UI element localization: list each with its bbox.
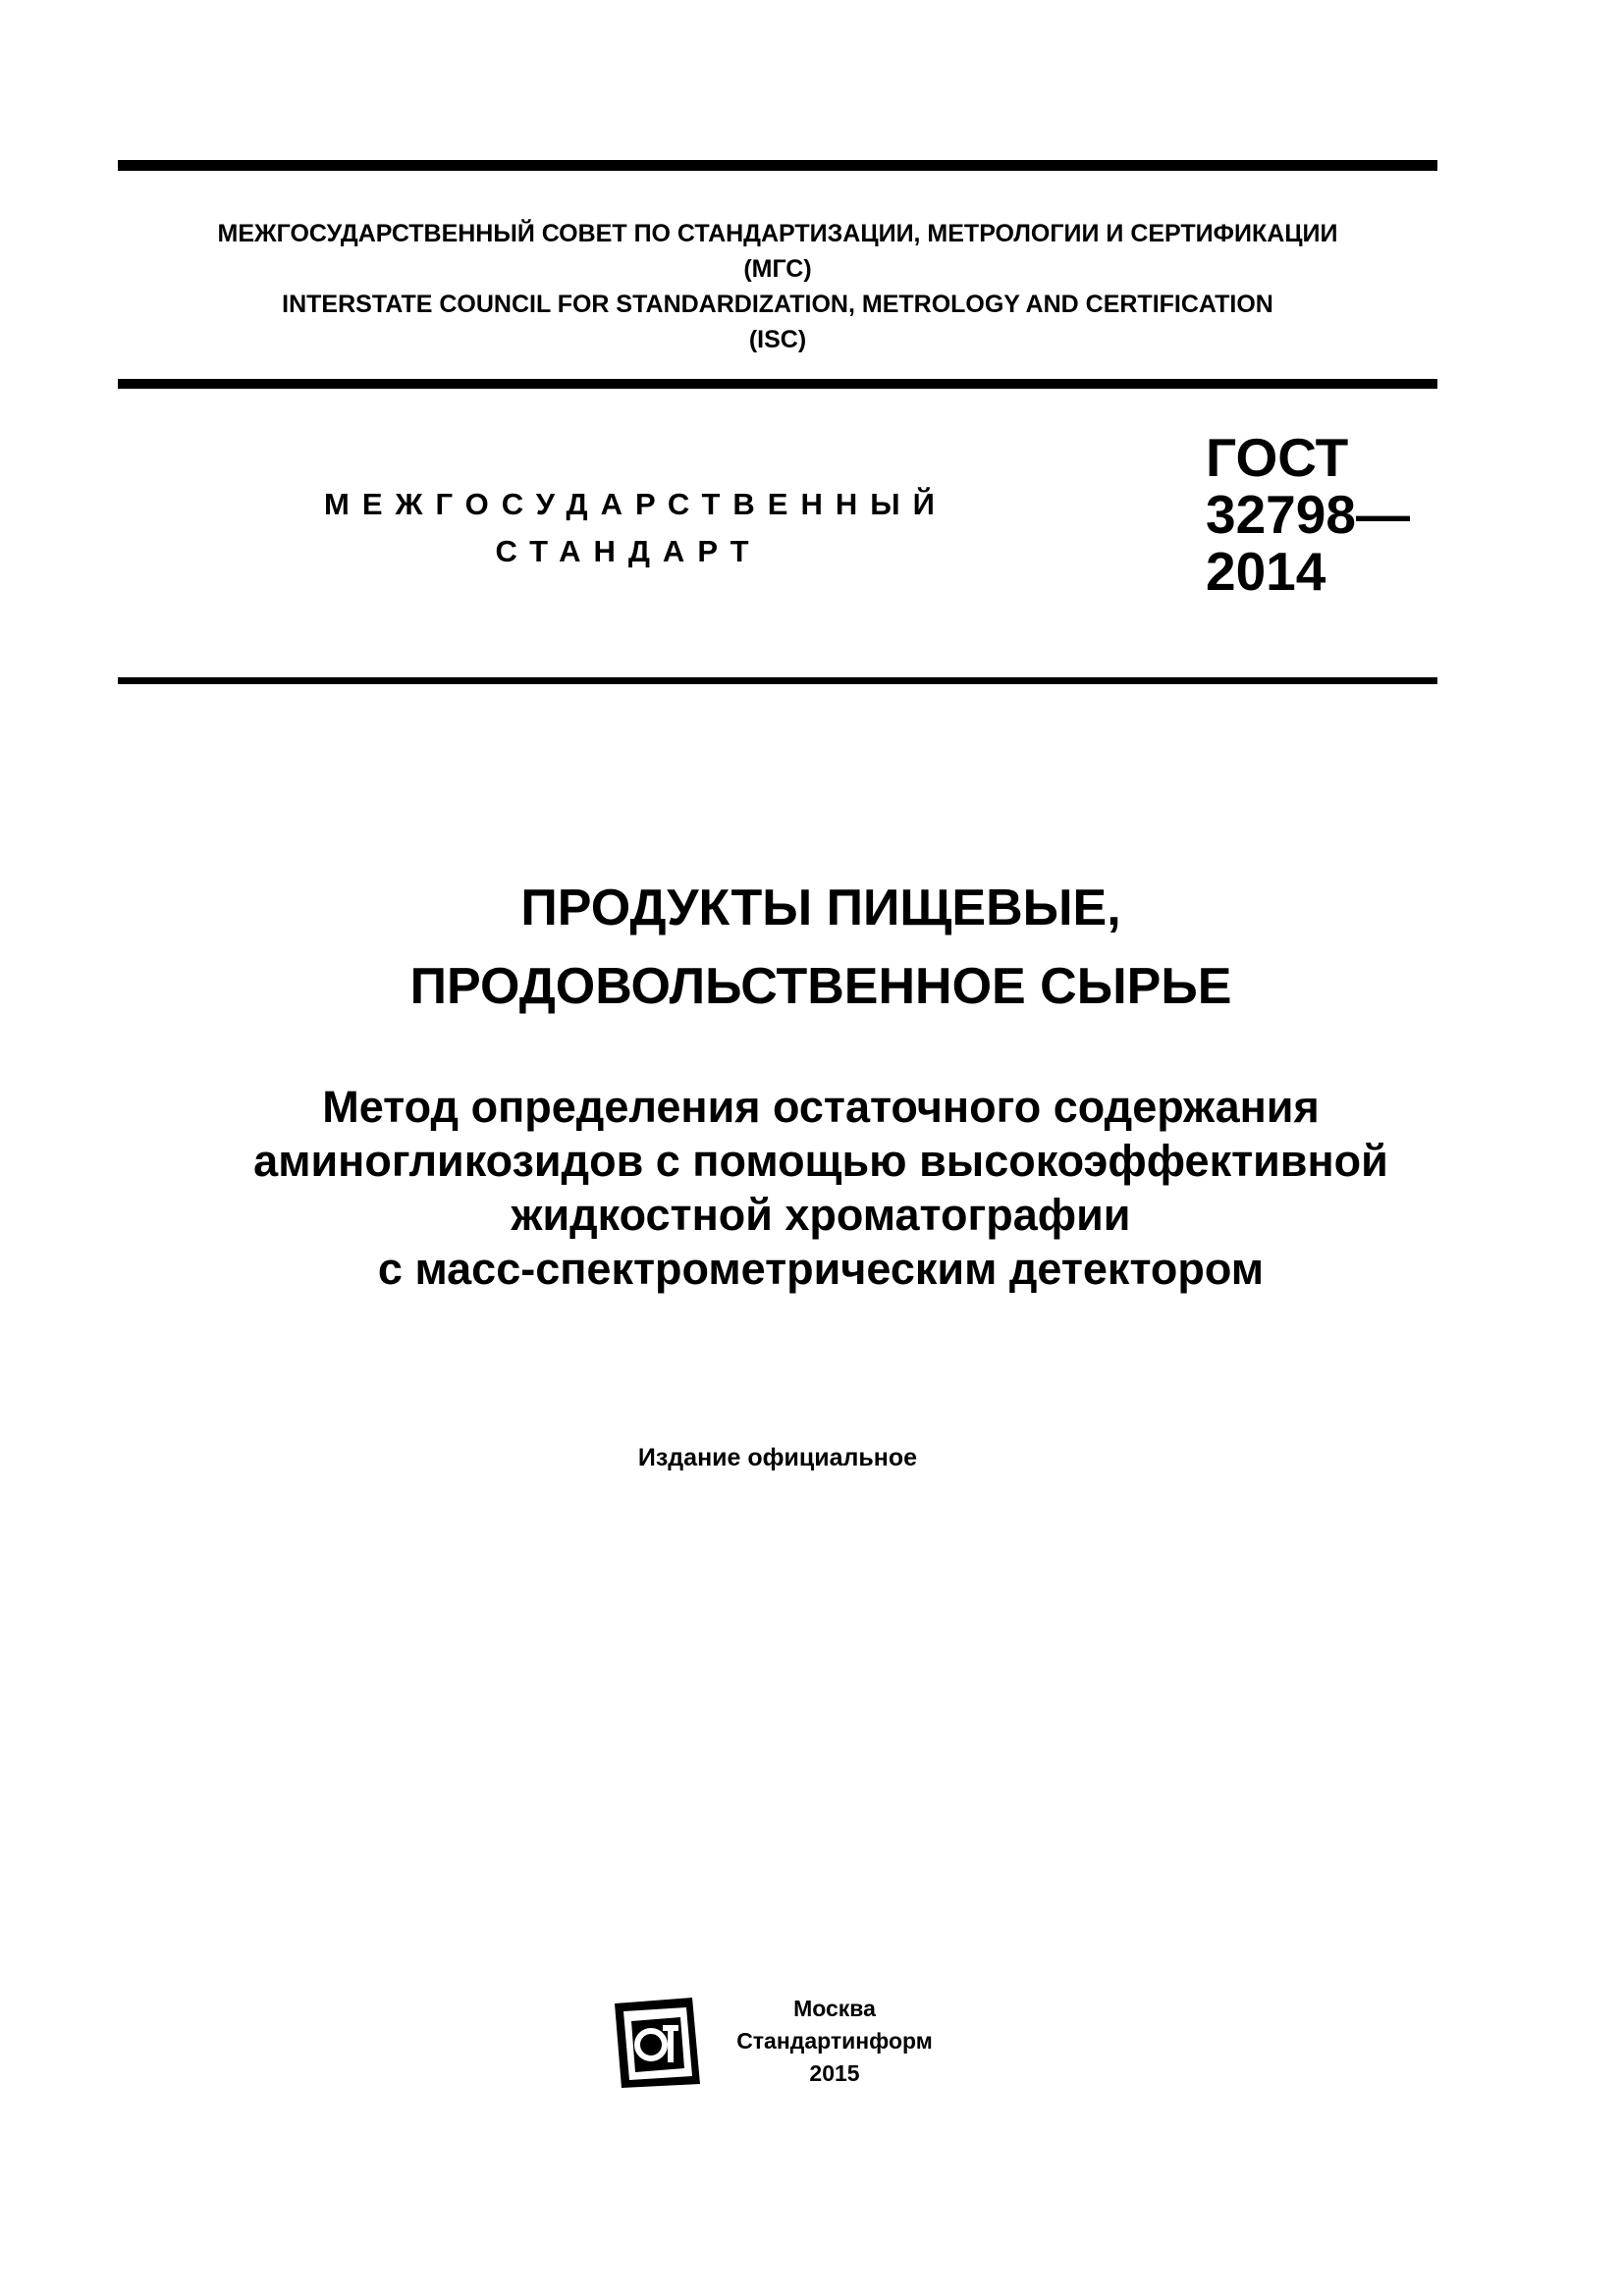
document-title-line2: ПРОДОВОЛЬСТВЕННОЕ СЫРЬЕ [409, 958, 1232, 1015]
gost-designation [1206, 429, 1410, 600]
document-subtitle [118, 1080, 1524, 1296]
document-title [118, 869, 1524, 1026]
standartinform-logo-icon [612, 1996, 704, 2090]
council-header [118, 216, 1437, 357]
header-rule-top [118, 160, 1437, 171]
gost-number: 32798— [1206, 484, 1410, 545]
document-subtitle-line1: Метод определения остаточного содержания [322, 1082, 1320, 1132]
gost-year: 2014 [1206, 541, 1326, 602]
standard-kind [324, 481, 947, 575]
publisher-year: 2015 [809, 2060, 860, 2086]
standard-kind-line1: МЕЖГОСУДАРСТВЕННЫЙ [324, 487, 947, 521]
council-name-ru: МЕЖГОСУДАРСТВЕННЫЙ СОВЕТ ПО СТАНДАРТИЗАЦИИ, МЕТРОЛОГИИ И СЕРТИФИКАЦИИ [217, 220, 1338, 247]
publisher-city: Москва [793, 1996, 876, 2021]
document-title-line1: ПРОДУКТЫ ПИЩЕВЫЕ, [520, 880, 1121, 936]
document-subtitle-line2: аминогликозидов с помощью высокоэффективной [253, 1136, 1388, 1186]
gost-prefix: ГОСТ [1206, 427, 1349, 488]
publisher-block [722, 1993, 947, 2090]
council-abbr-ru: (МГС) [743, 255, 812, 283]
document-subtitle-line3: жидкостной хроматографии [511, 1190, 1131, 1240]
edition-label: Издание официальное [637, 1444, 918, 1471]
document-subtitle-line4: с масс-спектрометрическим детектором [377, 1244, 1265, 1294]
council-name-en: INTERSTATE COUNCIL FOR STANDARDIZATION, METROLOGY AND CERTIFICATION [282, 291, 1273, 318]
publisher-name: Стандартинформ [736, 2028, 933, 2054]
header-rule-bottom [118, 677, 1437, 684]
header-rule-middle [118, 379, 1437, 389]
council-abbr-en: (ISC) [748, 326, 807, 353]
standard-kind-line2: СТАНДАРТ [495, 534, 762, 568]
